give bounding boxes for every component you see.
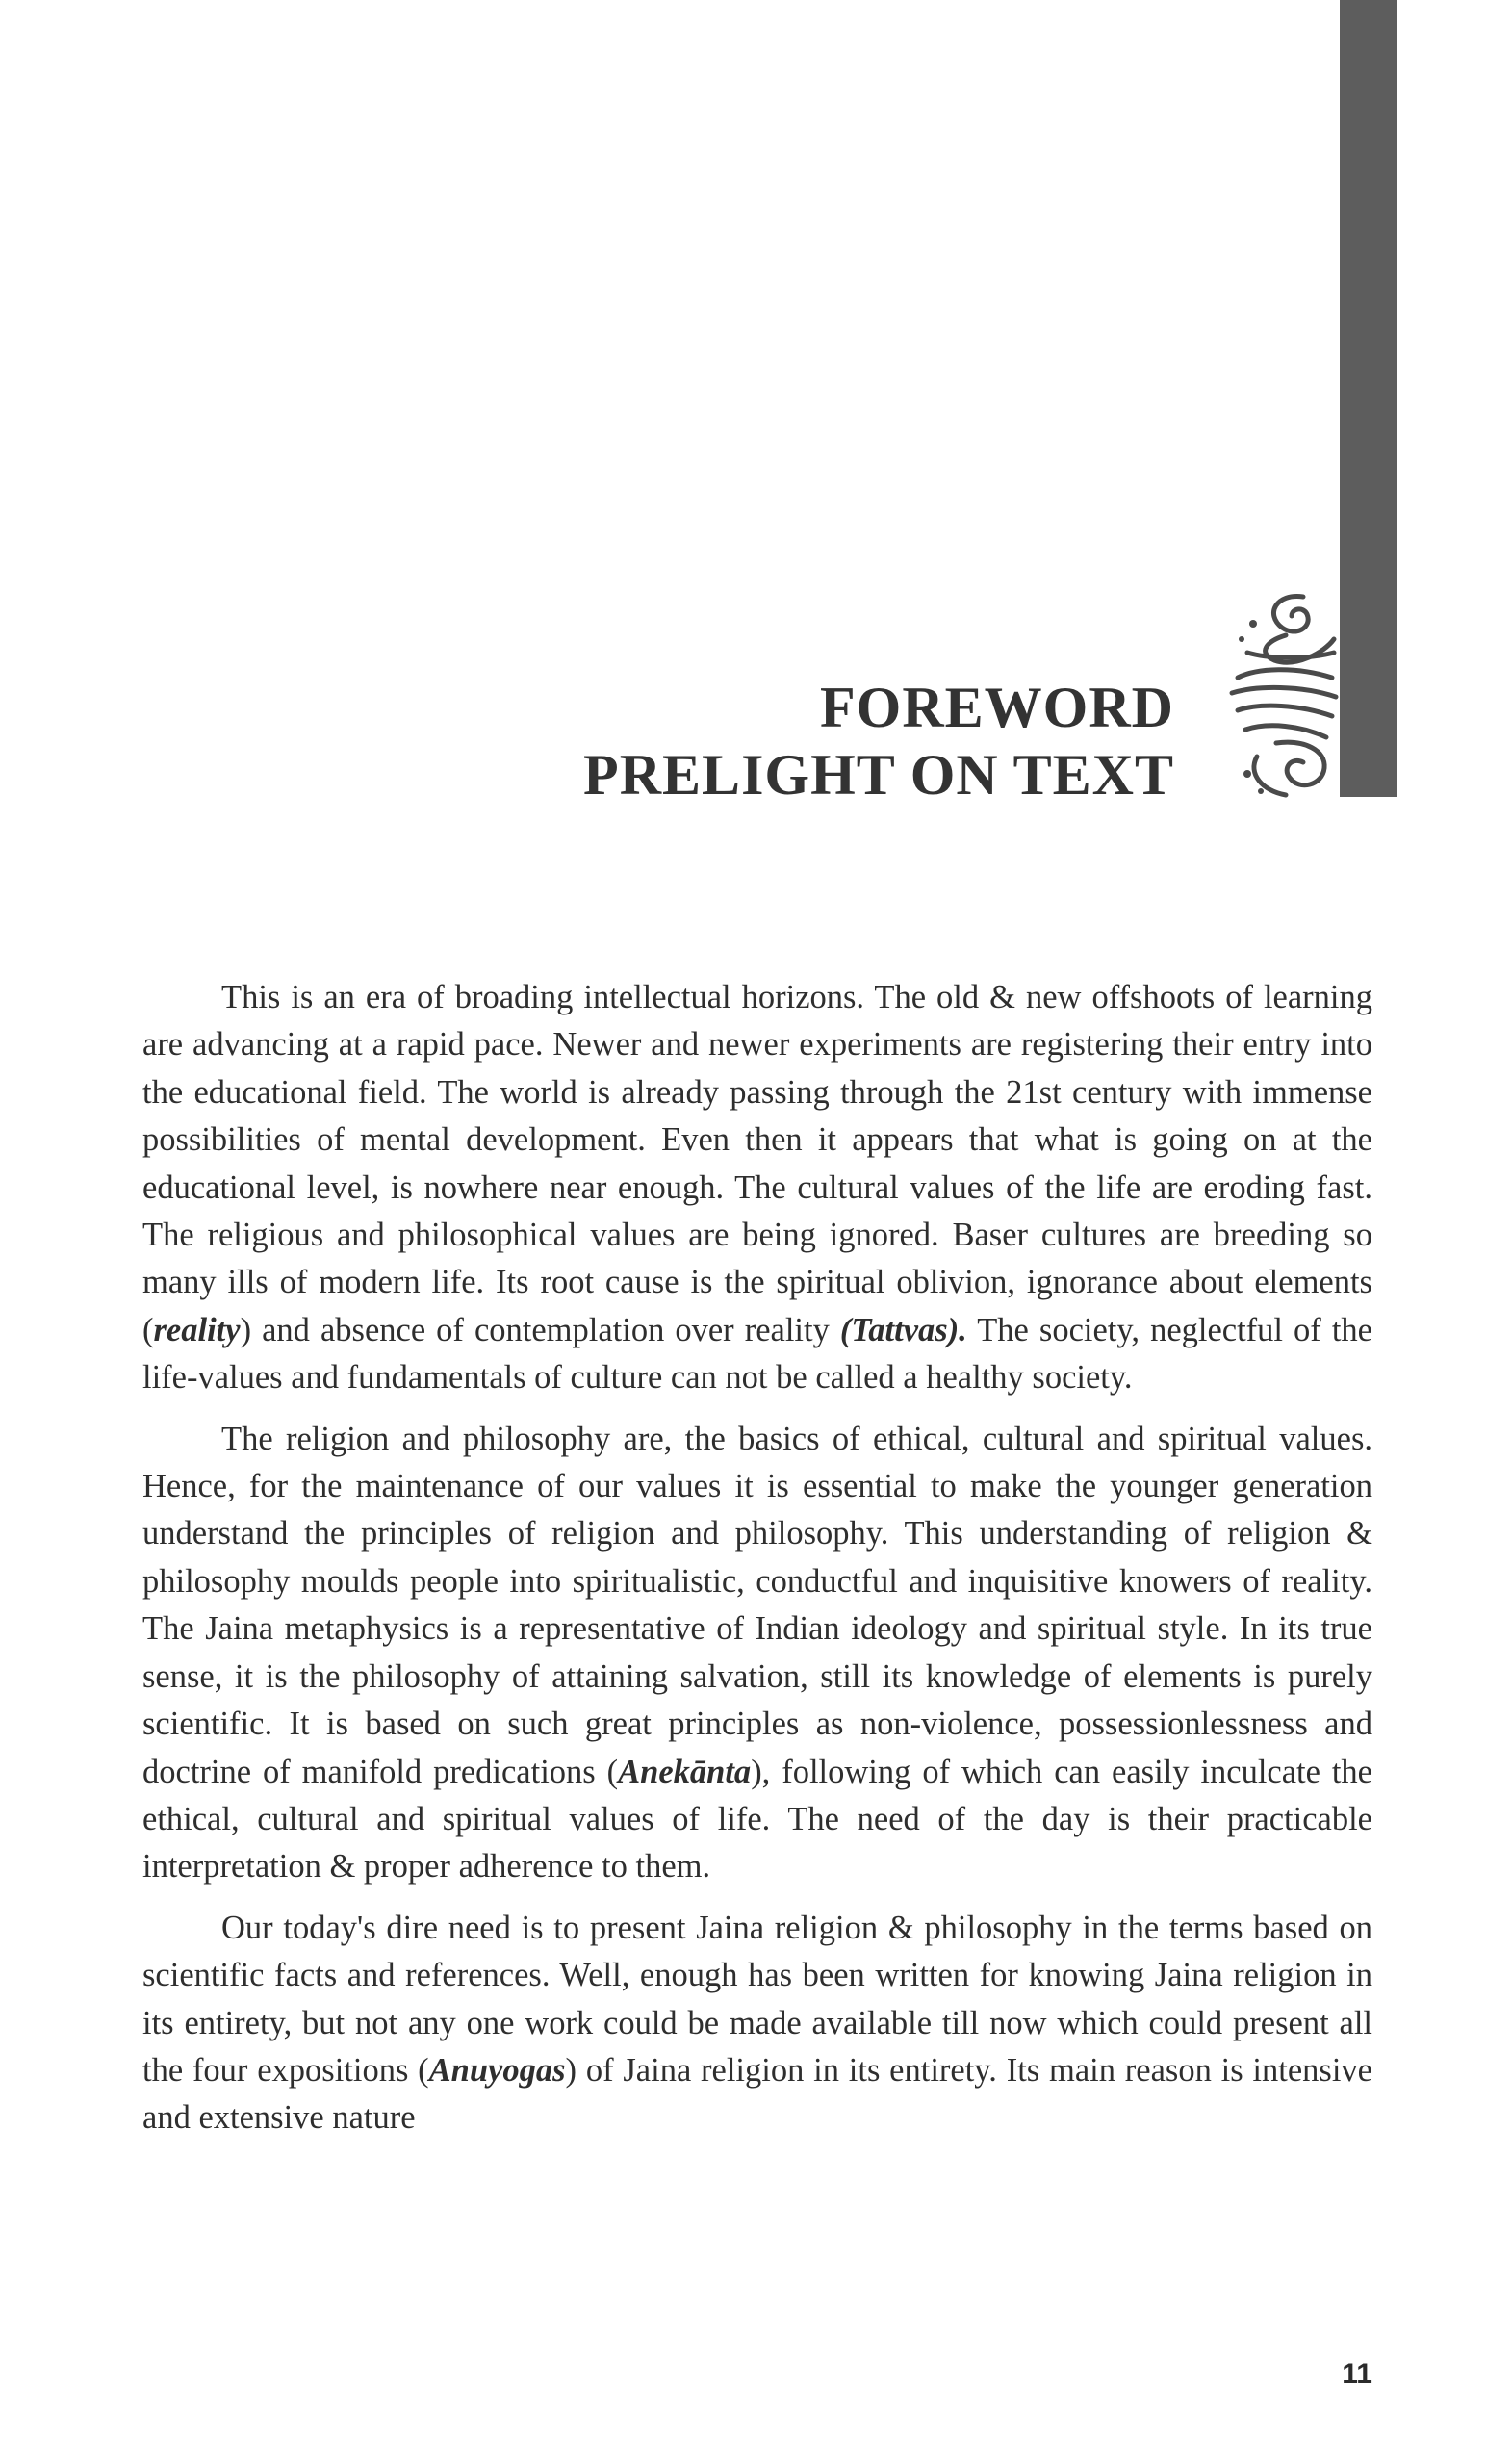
- term-tattvas: (Tattvas).: [839, 1311, 967, 1348]
- chapter-side-tab: [1340, 0, 1397, 797]
- page-title: [385, 674, 1174, 808]
- page-number: 11: [1342, 2358, 1372, 2390]
- paragraph-2: [142, 1416, 1372, 1891]
- title-line-foreword: FOREWORD: [820, 676, 1174, 739]
- paragraph-3-text-b: ) of Jaina religion in its entirety. Its main reason is intensive and extensive nature: [142, 2051, 1372, 2137]
- paragraph-2-text-b: ), following of which can easily inculcate the ethical, cultural and spiritual values of life. The need of the day is their practicable interpretation & proper adherence to them.: [142, 1753, 1372, 1886]
- term-anuyogas: Anuyogas: [428, 2051, 566, 2089]
- title-line-subtitle: PRELIGHT ON TEXT: [583, 743, 1174, 807]
- paragraph-1-text-b: ) and absence of contemplation over reality: [240, 1311, 840, 1348]
- term-reality: reality: [153, 1311, 241, 1348]
- paragraph-3-text-a: Our today's dire need is to present Jaina religion & philosophy in the terms based on scientific facts and references. Well, enough has been written for knowing Jaina religion in its entirety, but not any one work could be made available till now which could present all the four expositions (: [142, 1909, 1372, 2089]
- paragraph-2-text-a: The religion and philosophy are, the basics of ethical, cultural and spiritual values. Hence, for the maintenance of our values it is essential to make the younger generation understand the principles of religion and philosophy. This understanding of religion & philosophy moulds people into spiritualistic, conductful and inquisitive knowers of reality. The Jaina metaphysics is a representative of Indian ideology and spiritual style. In its true sense, it is the philosophy of attaining salvation, still its knowledge of elements is purely scientific. It is based on such great principles as non-violence, possessionlessness and doctrine of manifold predications (: [142, 1420, 1372, 1790]
- paragraph-1-text-c: The society, neglectful of the life-values and fundamentals of culture can not be called a healthy society.: [142, 1311, 1372, 1397]
- flourish-ornament-icon: [1218, 585, 1344, 807]
- paragraph-1: [142, 974, 1372, 1402]
- paragraph-1-text-a: This is an era of broading intellectual horizons. The old & new offshoots of learning are advancing at a rapid pace. Newer and newer experiments are registering their entry into the educational field. The world is already passing through the 21st century with immense possibilities of mental development. Even then it appears that what is going on at the educational level, is nowhere near enough. The cultural values of the life are eroding fast. The religious and philosophical values are being ignored. Baser cultures are breeding so many ills of modern life. Its root cause is the spiritual oblivion, ignorance about elements (: [142, 979, 1372, 1348]
- term-anekanta: Anekānta: [618, 1753, 752, 1790]
- body-text: [142, 974, 1372, 2143]
- paragraph-3: [142, 1905, 1372, 2143]
